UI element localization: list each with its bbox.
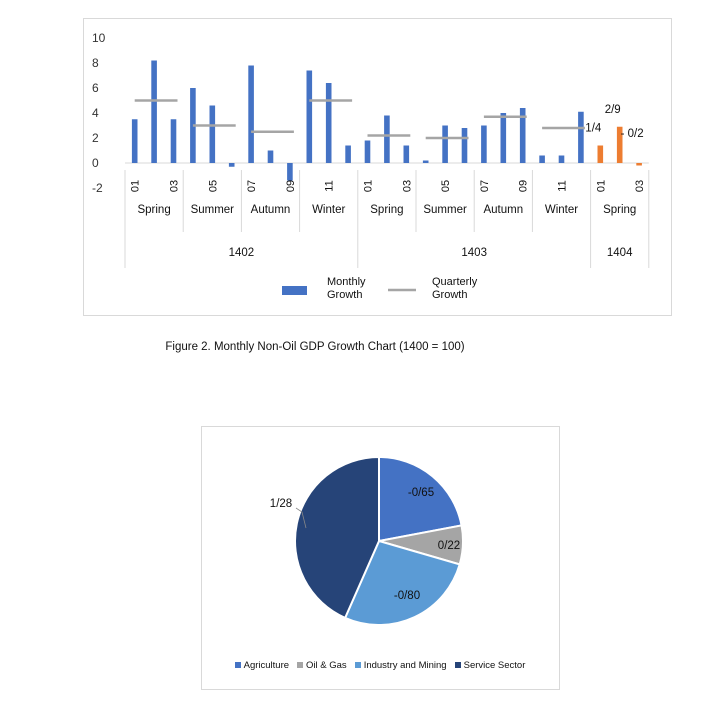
y-tick-label: 10 xyxy=(92,31,106,45)
legend-label-quarterly: Quarterly xyxy=(432,276,478,288)
y-tick-label: 0 xyxy=(92,156,99,170)
month-tick-label: 07 xyxy=(478,179,491,193)
y-tick-label: 4 xyxy=(92,106,99,120)
month-tick-label: 03 xyxy=(168,179,181,193)
season-label: Spring xyxy=(137,204,171,216)
pie-legend-item xyxy=(297,660,347,671)
legend-label-quarterly-2: Growth xyxy=(432,289,468,301)
pie-slice-label: -0/65 xyxy=(407,487,435,499)
month-tick-label: 03 xyxy=(634,179,647,193)
legend-label-monthly-2: Growth xyxy=(327,289,363,301)
season-label: Summer xyxy=(423,204,467,216)
pie-legend-swatch xyxy=(355,662,361,668)
season-label: Spring xyxy=(603,204,637,216)
month-tick-label: 09 xyxy=(517,179,530,193)
legend-label-monthly: Monthly xyxy=(327,276,366,288)
month-tick-label: 11 xyxy=(556,180,569,192)
pie-legend-item xyxy=(355,660,447,671)
pie-slice-label: 0/22 xyxy=(437,540,461,552)
pie-legend-label: Agriculture xyxy=(243,660,290,671)
month-tick-label: 01 xyxy=(362,179,375,193)
y-tick-label: 8 xyxy=(92,56,99,70)
y-tick-label: 2 xyxy=(92,131,99,145)
pie-legend-swatch xyxy=(455,662,461,668)
season-label: Spring xyxy=(370,204,404,216)
month-tick-label: 01 xyxy=(595,179,608,193)
year-label: 1402 xyxy=(228,247,255,259)
month-tick-label: 09 xyxy=(284,179,297,193)
month-tick-label: 03 xyxy=(401,179,414,193)
pie-legend-label: Oil & Gas xyxy=(306,660,347,671)
pie-legend xyxy=(0,660,710,671)
pie-slice-label: 1/28 xyxy=(269,498,293,510)
season-label: Summer xyxy=(190,204,235,216)
pie-slice-label: -0/80 xyxy=(393,590,421,602)
season-label: Winter xyxy=(544,204,579,216)
month-tick-label: 01 xyxy=(129,179,142,193)
season-label: Winter xyxy=(312,204,346,216)
pie-legend-swatch xyxy=(297,662,303,668)
season-label: Autumn xyxy=(483,204,524,216)
y-tick-label: 6 xyxy=(92,81,99,95)
month-tick-label: 11 xyxy=(323,180,336,192)
pie-legend-swatch xyxy=(235,662,241,668)
pie-legend-label: Service Sector xyxy=(463,660,526,671)
data-label: 1/4 xyxy=(585,122,602,135)
month-tick-label: 07 xyxy=(246,179,259,193)
pie-legend-item xyxy=(235,660,289,671)
pie-legend-item xyxy=(455,660,526,671)
y-tick-label: -2 xyxy=(92,181,103,195)
pie-legend-label: Industry and Mining xyxy=(363,660,447,671)
data-label: 2/9 xyxy=(604,103,621,116)
year-label: 1403 xyxy=(461,247,487,259)
figure-caption: Figure 2. Monthly Non-Oil GDP Growth Chart (1400 = 100) xyxy=(165,341,465,353)
month-tick-label: 05 xyxy=(440,179,453,193)
month-tick-label: 05 xyxy=(207,179,220,193)
year-label: 1404 xyxy=(606,247,633,259)
season-label: Autumn xyxy=(250,204,291,216)
data-label: - 0/2 xyxy=(620,128,644,140)
